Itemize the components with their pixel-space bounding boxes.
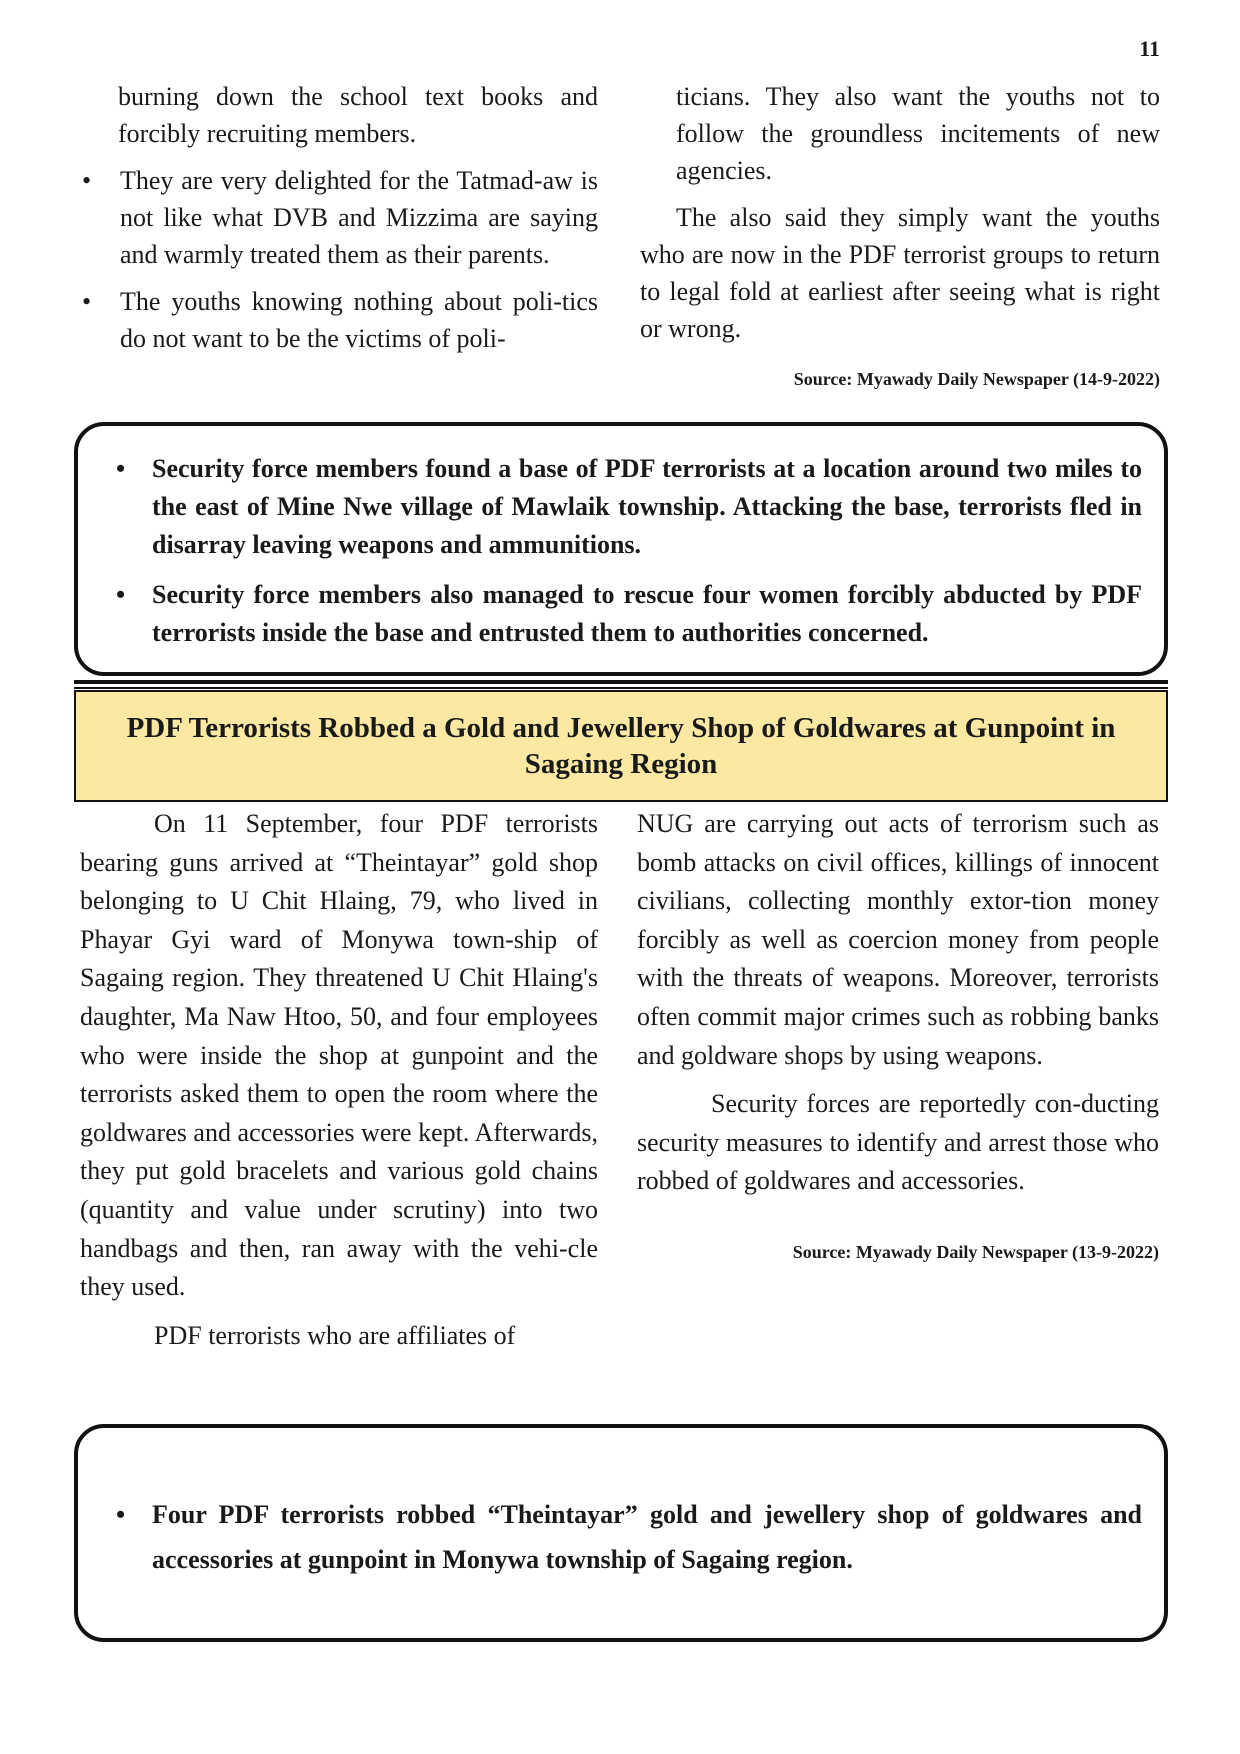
summary-bullet-list	[96, 1492, 1142, 1582]
summary-bullet-list	[96, 450, 1142, 652]
paragraph: On 11 September, four PDF terrorists bearing guns arrived at “Theintayar” gold shop belonging to U Chit Hlaing, 79, who lived in Phayar Gyi ward of Monywa town-ship of Sagaing region. They threatened U Chit Hlaing's daughter, Ma Naw Htoo, 50, and four employees who were inside the shop at gunpoint and the terrorists asked them to open the room where the goldwares and accessories were kept. Afterwards, they put gold bracelets and various gold chains (quantity and value under scrutiny) into two handbags and then, ran away with the vehi-cle they used.	[80, 809, 598, 1302]
list-item: • Four PDF terrorists robbed “Theintayar” gold and jewellery shop of goldwares and accessories at gunpoint in Monywa township of Sagaing region.	[96, 1492, 1142, 1582]
list-item: • Security force members found a base of PDF terrorists at a location around two miles to the east of Mine Nwe village of Mawlaik township. Attacking the base, terrorists fled in disarray leaving weapons and ammunitions.	[96, 450, 1142, 564]
summary-box	[74, 1424, 1168, 1642]
paragraph: Security forces are reportedly con-ducting security measures to identify and arrest those who robbed of goldwares and accessories.	[637, 1089, 1159, 1196]
list-item: • They are very delighted for the Tatmad-aw is not like what DVB and Mizzima are saying and warmly treated them as their parents.	[80, 162, 598, 273]
top-left-column	[80, 78, 598, 357]
continuation-text: burning down the school text books and forcibly recruiting members.	[118, 82, 598, 148]
article-left-column	[80, 805, 598, 1355]
paragraph: The also said they simply want the youths who are now in the PDF terrorist groups to return to legal fold at earliest after seeing what is right or wrong.	[640, 203, 1160, 343]
source-citation: Source: Myawady Daily Newspaper (13-9-2022)	[792, 1241, 1159, 1262]
top-bullet-list	[80, 162, 598, 357]
article-right-column	[637, 805, 1159, 1272]
top-right-column	[640, 78, 1160, 398]
article-title: PDF Terrorists Robbed a Gold and Jewellery Shop of Goldwares at Gunpoint in Sagaing Region	[74, 690, 1168, 802]
paragraph: ticians. They also want the youths not to follow the groundless incitements of new agencies.	[676, 82, 1160, 185]
divider-rule	[74, 680, 1168, 684]
divider-rule	[74, 687, 1168, 689]
paragraph: PDF terrorists who are affiliates of	[154, 1320, 516, 1350]
paragraph: NUG are carrying out acts of terrorism such as bomb attacks on civil offices, killings of innocent civilians, collecting monthly extor-tion money forcibly as well as coercion money from people with the threats of weapons. Moreover, terrorists often commit major crimes such as robbing banks and goldware shops by using weapons.	[637, 809, 1159, 1070]
list-item: • Security force members also managed to rescue four women forcibly abducted by PDF terrorists inside the base and entrusted them to authorities concerned.	[96, 576, 1142, 652]
source-citation: Source: Myawady Daily Newspaper (14-9-2022)	[793, 369, 1160, 389]
summary-box	[74, 422, 1168, 676]
list-item: • The youths knowing nothing about poli-tics do not want to be the victims of poli-	[80, 283, 598, 357]
page-number: 11	[1139, 36, 1160, 61]
